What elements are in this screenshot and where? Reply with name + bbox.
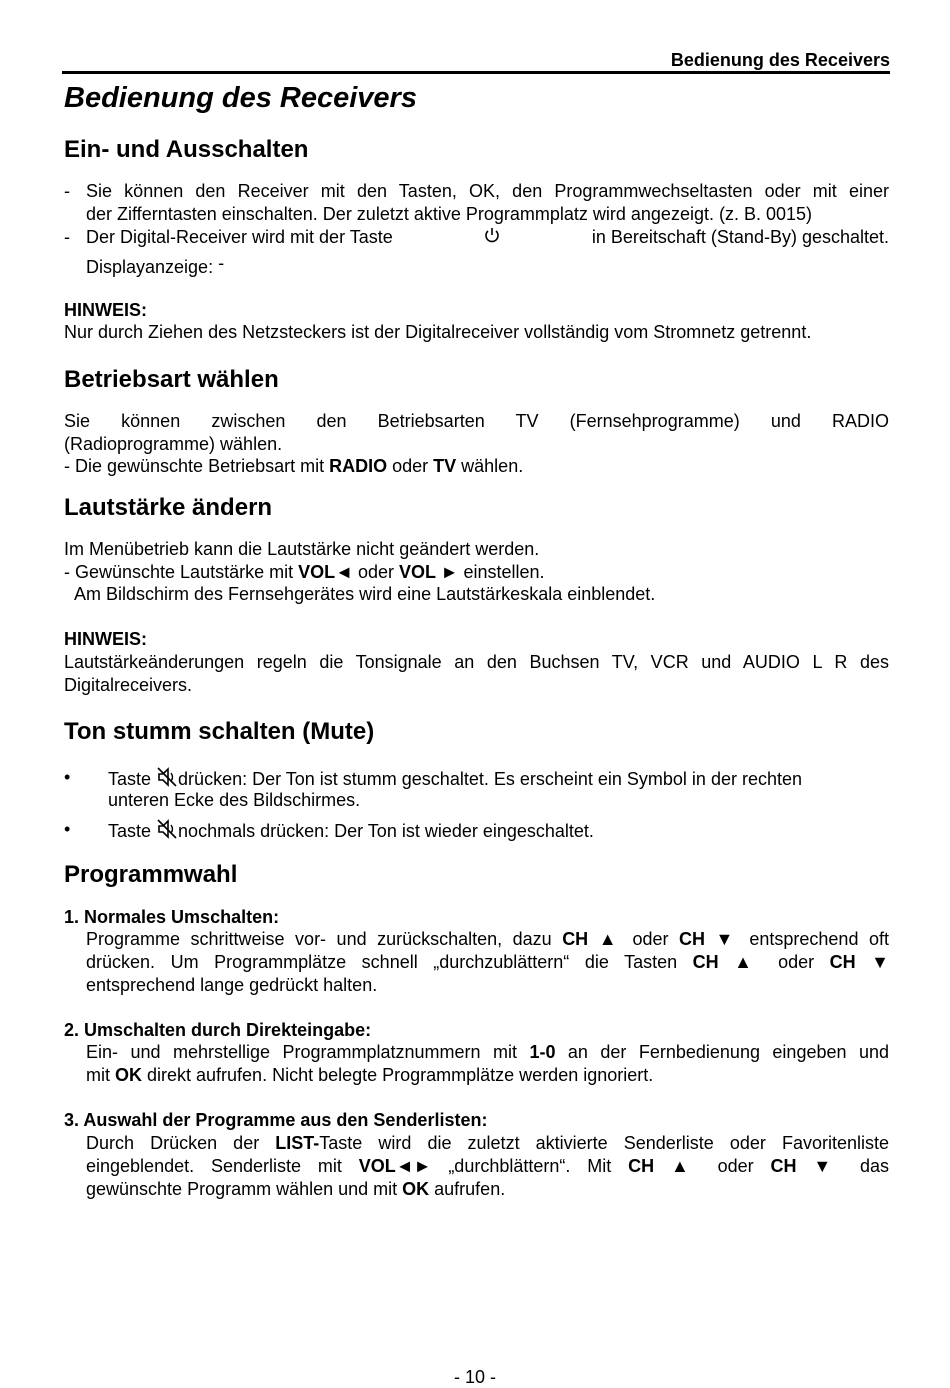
digit-keys: 1-0 [529, 1042, 556, 1062]
mute-item2 [108, 818, 594, 843]
mute-item2-text: nochmals drücken: Der Ton ist wieder eingeschaltet. [178, 821, 594, 841]
note-2-line1: Lautstärkeänderungen regeln die Tonsignale an den Buchsen TV, VCR und AUDIO L R des [64, 652, 889, 672]
dash-1: - [64, 181, 70, 201]
page-title: Bedienung des Receivers [64, 82, 417, 114]
heading-programs: Programmwahl [64, 861, 238, 888]
s1-l1-b: oder [622, 929, 680, 949]
volume-line2 [64, 561, 545, 584]
ch-down-key: CH ▼ [679, 929, 739, 949]
s3-l2-c: oder [700, 1156, 771, 1176]
s3-l1-b: Taste wird die zuletzt aktivierte Senderliste oder Favoritenliste [319, 1133, 889, 1153]
mode-line1: Sie können zwischen den Betriebsarten TV (Fernsehprogramme) und RADIO [64, 411, 889, 431]
prog-step2-line2 [86, 1064, 653, 1087]
power-item1-line2: der Zifferntasten einschalten. Der zuletzt aktive Programmplatz wird angezeigt. (z. B. 0015) [86, 204, 813, 224]
ch-down-key: CH ▼ [829, 952, 889, 972]
prog-step1-line1 [86, 928, 889, 951]
prog-step3-line2 [86, 1155, 889, 1178]
note-text-1: Nur durch Ziehen des Netzsteckers ist der Digitalreceiver vollständig vom Stromnetz getrennt. [64, 322, 812, 342]
heading-mode: Betriebsart wählen [64, 366, 279, 393]
note-label-1: HINWEIS: [64, 300, 147, 320]
ch-down-key: CH ▼ [770, 1156, 844, 1176]
mode-line3-c: wählen. [456, 456, 524, 476]
prog-step1-line2 [86, 951, 889, 974]
s3-l3-b: aufrufen. [429, 1179, 506, 1199]
volume-line2-a: - Gewünschte Lautstärke mit [64, 562, 299, 582]
s1-l2-a: drücken. Um Programmplätze schnell „durchzublättern“ die Tasten [86, 952, 693, 972]
volume-line2-b: oder [352, 562, 399, 582]
mute-item2-taste: Taste [108, 821, 152, 841]
s2-l2-b: direkt aufrufen. Nicht belegte Programmplätze werden ignoriert. [142, 1065, 654, 1085]
bullet-1: • [64, 767, 71, 787]
prog-step3-line1 [86, 1132, 889, 1155]
power-item2-before: Der Digital-Receiver wird mit der Taste [86, 227, 393, 247]
page-number: - 10 - [453, 1367, 496, 1387]
header-rule [62, 71, 890, 74]
tv-key: TV [433, 456, 457, 476]
bullet-2: • [64, 819, 71, 839]
volume-line3: Am Bildschirm des Fernsehgerätes wird eine Lautstärkeskala einblendet. [74, 584, 656, 604]
ch-up-key: CH ▲ [562, 929, 623, 949]
vol-keys: VOL◄► [358, 1156, 432, 1176]
note-2-line2: Digitalreceivers. [64, 675, 193, 695]
power-item1-line1: Sie können den Receiver mit den Tasten, OK, den Programmwechseltasten oder mit einer [86, 181, 889, 201]
s2-l2-a: mit [86, 1065, 115, 1085]
dash-2: - [64, 227, 70, 247]
s1-l1-a: Programme schrittweise vor- und zurückschalten, dazu [86, 929, 563, 949]
volume-line1: Im Menübetrieb kann die Lautstärke nicht geändert werden. [64, 539, 540, 559]
running-header: Bedienung des Receivers [670, 50, 890, 70]
list-key: LIST- [275, 1133, 320, 1153]
display-value: - [218, 253, 225, 273]
s3-l2-a: eingeblendet. Senderliste mit [86, 1156, 359, 1176]
s3-l2-b: „durchblättern“. Mit [431, 1156, 629, 1176]
prog-step2-line1 [86, 1041, 889, 1064]
s2-l1-b: an der Fernbedienung eingeben und [555, 1042, 889, 1062]
mode-line3 [64, 455, 523, 478]
mute-icon [156, 818, 178, 840]
power-item2-after: in Bereitschaft (Stand-By) geschaltet. [591, 227, 889, 247]
vol-left-key: VOL◄ [298, 562, 353, 582]
power-item2 [86, 226, 889, 249]
mute-icon [156, 766, 178, 788]
volume-line2-c: einstellen. [458, 562, 545, 582]
s3-l1-a: Durch Drücken der [86, 1133, 276, 1153]
mode-line2: (Radioprogramme) wählen. [64, 434, 283, 454]
display-line [86, 252, 224, 279]
ok-key: OK [402, 1179, 430, 1199]
s1-l2-b: oder [762, 952, 830, 972]
ch-up-key: CH ▲ [628, 1156, 701, 1176]
mode-line3-a: - Die gewünschte Betriebsart mit [64, 456, 330, 476]
s2-l1-a: Ein- und mehrstellige Programmplatznummern mit [86, 1042, 530, 1062]
s3-l3-a: gewünschte Programm wählen und mit [86, 1179, 403, 1199]
s1-l1-c: entsprechend oft [738, 929, 889, 949]
radio-key: RADIO [329, 456, 388, 476]
mode-line3-b: oder [387, 456, 434, 476]
heading-mute: Ton stumm schalten (Mute) [64, 718, 375, 745]
mute-item1-taste: Taste [108, 769, 152, 789]
mute-item1-line2: unteren Ecke des Bildschirmes. [108, 790, 361, 810]
heading-power: Ein- und Ausschalten [64, 136, 309, 163]
vol-right-key: VOL ► [398, 562, 459, 582]
prog-step2-title: 2. Umschalten durch Direkteingabe: [64, 1020, 372, 1040]
ok-key: OK [115, 1065, 142, 1085]
display-label: Displayanzeige: [86, 257, 219, 277]
prog-step3-title: 3. Auswahl der Programme aus den Senderlisten: [64, 1110, 488, 1130]
ch-up-key: CH ▲ [692, 952, 763, 972]
prog-step1-line3: entsprechend lange gedrückt halten. [86, 975, 378, 995]
s3-l2-d: das [843, 1156, 889, 1176]
heading-volume: Lautstärke ändern [64, 494, 273, 521]
mute-item1-line1 [108, 766, 802, 791]
prog-step1-title: 1. Normales Umschalten: [64, 907, 280, 927]
power-icon [483, 226, 501, 244]
note-label-2: HINWEIS: [64, 629, 147, 649]
mute-item1-text: drücken: Der Ton ist stumm geschaltet. Es erscheint ein Symbol in der rechten [178, 769, 802, 789]
prog-step3-line3 [86, 1178, 505, 1201]
